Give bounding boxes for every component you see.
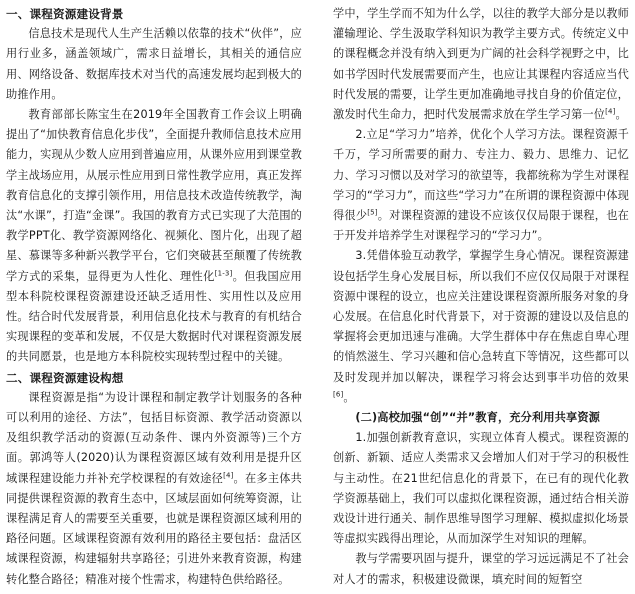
citation-ref: [1-3] <box>214 268 233 277</box>
citation-ref: [6] <box>333 390 344 399</box>
paragraph-text-tail: 。 <box>343 390 355 404</box>
citation-ref: [5] <box>367 208 378 217</box>
paragraph-micro-course: 教与学需要巩固与提升，课堂的学习远远满足不了社会对人才的需求，积极建设微课，填充时间的短暂空 <box>333 552 629 586</box>
paragraph-text: 2.立足“学习力”培养，优化个人学习方法。课程资源千千万，学习所需要的耐力、专注力、毅力、思维力、记忆力、学习习惯以及对学习的欲望等，我都统称为学生对课程学习的“学习力”，而这些“学习力”在所谓的课程资源中体现得很少 <box>333 128 629 223</box>
paragraph-course-resource-definition <box>6 388 302 590</box>
subsection-heading-shared-resources: (二)高校加强“创”“并”教育，充分利用共享资源 <box>355 411 601 425</box>
paragraph-text-tail: 。在多主体共同提供课程资源的教育生态中，区域层面如何统筹资源，让课程满足育人的需要至关重要，也就是课程资源区域利用的路径问题。区域课程资源有效利用的路径主要包括：盘活区域课程资源，构建辐射共享路径；引进外来教育资源，构建转化整合路径；精准对接个性需求，构建特色供给路径。 <box>6 471 302 586</box>
section-heading-concept: 二、课程资源建设构想 <box>6 370 124 385</box>
paragraph-education-informatization <box>6 105 302 368</box>
paragraph-text: 3.凭借体验互动教学，掌握学生身心情况。课程资源建设包括学生身心发展目标，所以我们不应仅仅局限于对课程资源中课程的设立，也应关注建设课程资源所服务对象的身心发展。在信息化时代背景下，对于资源的建设以及信息的掌握将会更加迅速与准确。大学生群体中存在焦虑自卑心理的悄然滋生、学习兴趣和信心急转直下等情况，这些都可以及时发现并加以解决，课程学习将会达到事半功倍的效果 <box>333 249 629 384</box>
paragraph-continued <box>333 4 629 125</box>
paragraph-text: 教育部部长陈宝生在2019年全国教育工作会议上明确提出了“加快教育信息化步伐”，全面提升教师信息技术应用能力，实现从少数人应用到普遍应用，从课外应用到课堂教学主战场应用，从展示性应用到日常性教学应用，真正发挥教育信息化的支撑引领作用，用信息技术改造传统教学，淘汰“水课”，打造“金课”。我国的教育方式已实现了大范围的教学PPT化、教学资源网络化、视频化、图片化，出现了超星、慕课等多种新兴教学平台，它们突破甚至颠覆了传统教学方式的采集，显得更为人性化、理性化 <box>6 108 302 283</box>
paragraph-innovation-education: 1.加强创新教育意识，实现立体育人模式。课程资源的创新、新颖、适应人类需求又会增加人们对于学习的积极性与主动性。在21世纪信息化的背景下，在已有的现代化教学资源基础上，我们可以虚拟化课程资源，通过结合相关游戏设计进行通关、制作思维导图学习理解、模拟虚拟化场景等虚拟实践得出理论，从而加深学生对知识的理解。 <box>333 431 629 546</box>
paragraph-interactive-teaching <box>333 246 629 408</box>
paragraph-text-tail: 。对课程资源的建设不应该仅仅局限于课程，也在于开发并培养学生对课程学习的“学习力”。 <box>333 209 629 243</box>
citation-ref: [4] <box>605 107 616 116</box>
paragraph-learning-power <box>333 125 629 246</box>
paragraph-text: 课程资源是指“为设计课程和制定教学计划服务的各种可以利用的途径、方法”，包括目标资源、教学活动资源以及组织教学活动的资源(互动条件、课内外资源等)三个方面。郭鸿等人(2020)认为课程资源区域有效利用是提升区域课程建设能力并补充学校课程的有效途径 <box>6 390 302 485</box>
paragraph-it-partner: 信息技术是现代人生产生活赖以依靠的技术“伙伴”，应用行业多，涵盖领域广，需求日益增长，其相关的通信应用、网络设备、数据库技术对当代的高速发展均起到极大的助推作用。 <box>6 27 302 101</box>
paragraph-text: 学中，学生学而不知为什么学，以往的教学大部分是以教师灌输理论、学生汲取学科知识为教学主要方式。传统定义中的课程概念并没有纳入到更为广阔的社会科学视野之中，比如书学因时代发展需要而产生，也应让其课程内容适应当代时代发展的需要，让学生更加准确地寻找自身的价值定位，激发时代生命力，把时代发展需求放在学生学习第一位 <box>333 7 629 122</box>
right-column <box>333 4 629 590</box>
paragraph-text-tail: 。但我国应用型本科院校课程资源建设还缺乏适用性、实用性以及应用性。结合时代发展背景，利用信息化技术与教育的有机结合实现课程的变革和发展，不仅是大数据时代对课程资源发展的共同愿景，也是地方本科院校实现转型过程中的关键。 <box>6 269 303 364</box>
section-heading-background: 一、课程资源建设背景 <box>6 7 124 21</box>
left-column <box>6 4 302 590</box>
paragraph-text-tail: 。 <box>615 108 627 122</box>
citation-ref: [4] <box>223 470 234 479</box>
